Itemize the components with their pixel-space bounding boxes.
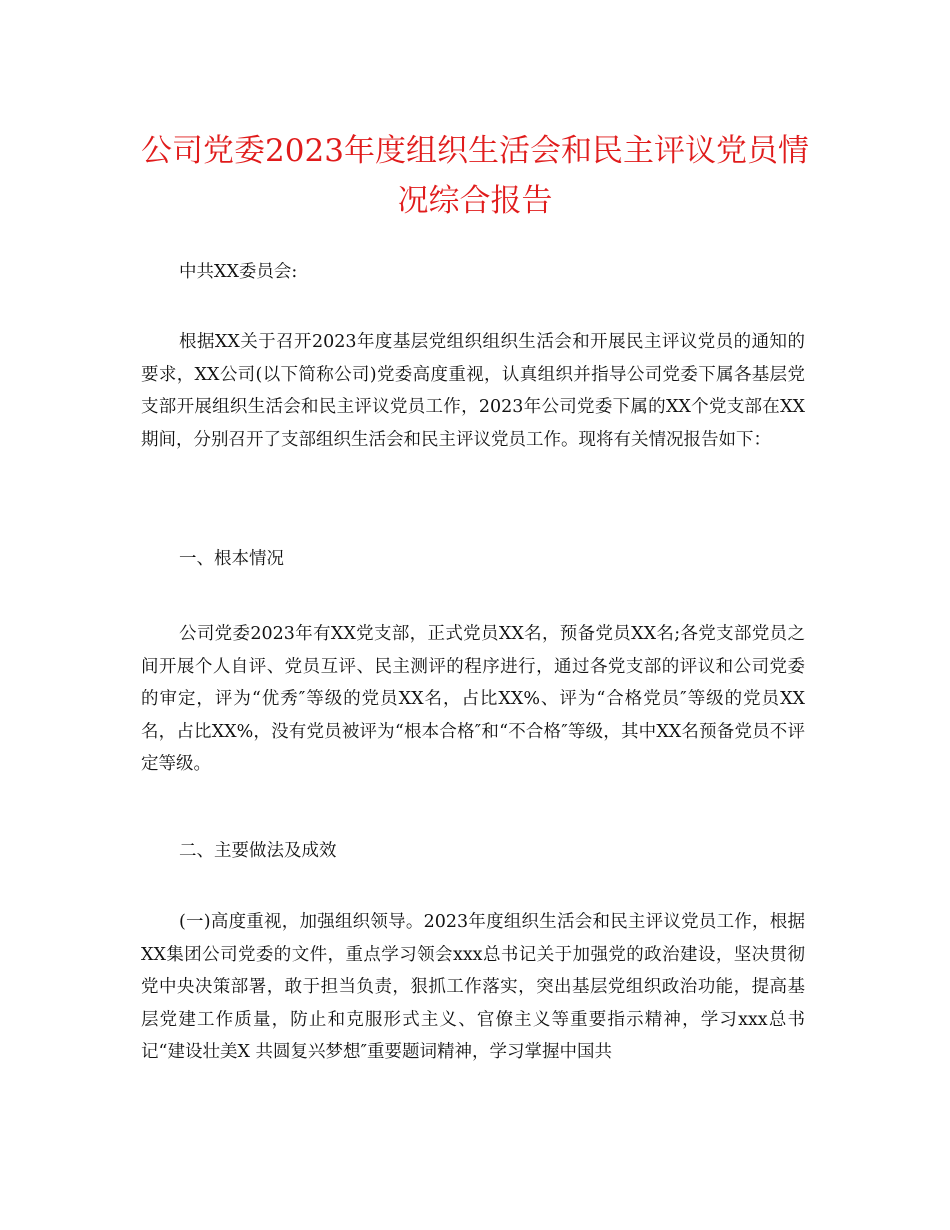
section-two-paragraph: (一)高度重视，加强组织领导。2023年度组织生活会和民主评议党员工作，根据XX集团公司党委的文件，重点学习领会xxx总书记关于加强党的政治建设，坚决贯彻党中央决策部署，敢于担当负责，狠抓工作落实，突出基层党组织政治功能，提高基层党建工作质量，防止和克服形式主义、官僚主义等重要指示精神，学习xxx总书记“建设壮美X 共圆复兴梦想″重要题词精神，学习掌握中国共	[141, 912, 805, 1062]
section-two-heading: 二、主要做法及成效	[179, 841, 337, 861]
section-one-paragraph: 公司党委2023年有XX党支部，正式党员XX名，预备党员XX名;各党支部党员之间开展个人自评、党员互评、民主测评的程序进行，通过各党支部的评议和公司党委的审定，评为“优秀″等级的党员XX名，占比XX%、评为“合格党员″等级的党员XX名，占比XX%，没有党员被评为“根本合格″和“不合格″等级，其中XX名预备党员不评定等级。	[141, 624, 805, 774]
section-one-heading: 一、根本情况	[179, 549, 284, 569]
salutation: 中共XX委员会:	[179, 262, 298, 282]
intro-paragraph: 根据XX关于召开2023年度基层党组织组织生活会和开展民主评议党员的通知的要求，XX公司(以下简称公司)党委高度重视，认真组织并指导公司党委下属各基层党支部开展组织生活会和民主评议党员工作，2023年公司党委下属的XX个党支部在XX期间，分别召开了支部组织生活会和民主评议党员工作。现将有关情况报告如下：	[141, 332, 805, 450]
document-title: 公司党委2023年度组织生活会和民主评议党员情况综合报告	[141, 133, 809, 219]
